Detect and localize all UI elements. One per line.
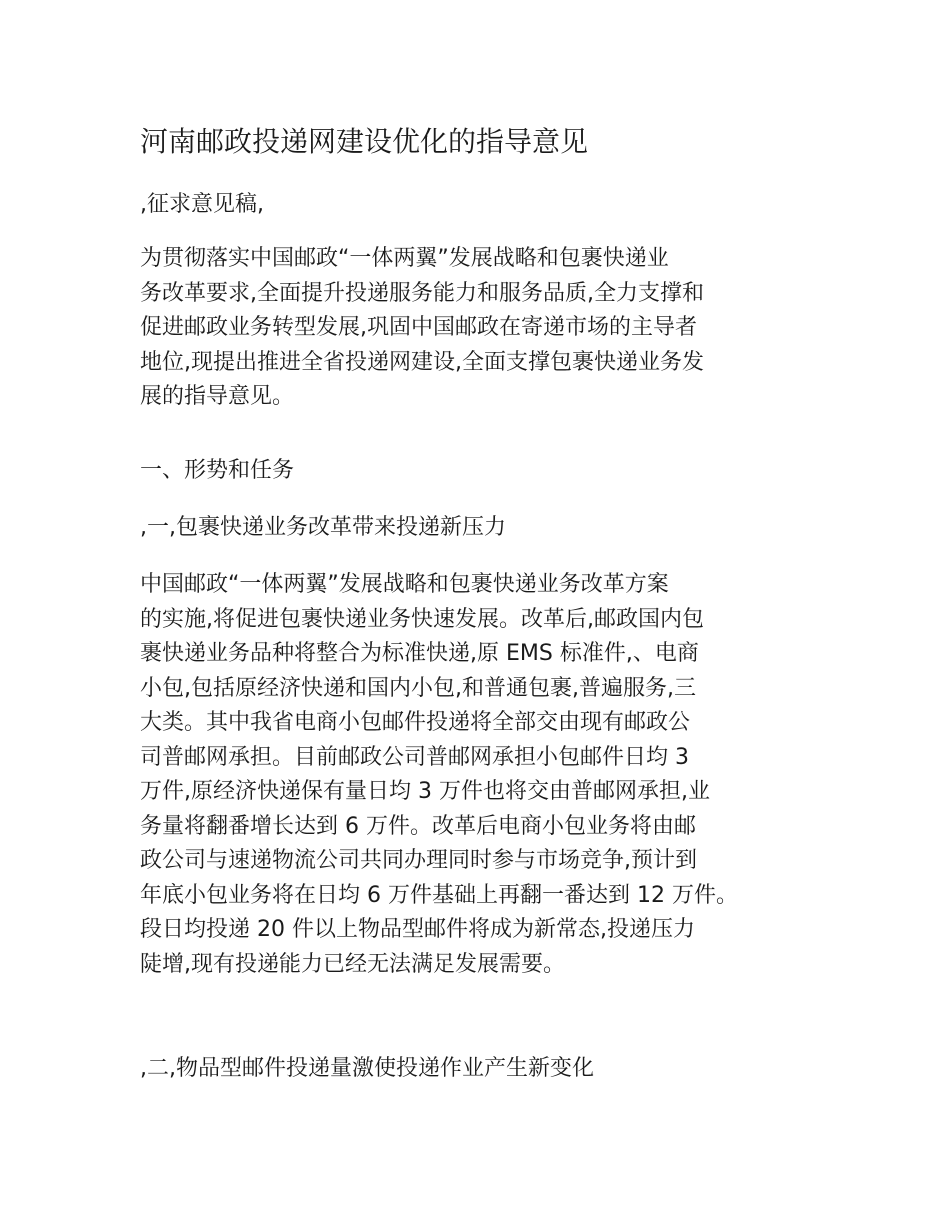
intro-paragraph bbox=[140, 242, 840, 415]
text-line: 务改革要求,全面提升投递服务能力和服务品质,全力支撑和 bbox=[140, 280, 704, 306]
subsection-heading bbox=[140, 1052, 840, 1087]
text-line: 为贯彻落实中国邮政“一体两翼”发展战略和包裹快递业 bbox=[140, 246, 669, 271]
section-heading-text: 一、形势和任务 bbox=[140, 458, 295, 483]
body-paragraph bbox=[140, 568, 840, 982]
text-line: 展的指导意见。 bbox=[140, 384, 295, 409]
subsection-heading-text: ,二,物品型邮件投递量激使投递作业产生新变化 bbox=[140, 1056, 594, 1081]
section-heading bbox=[140, 454, 840, 489]
text-line: 司普邮网承担。目前邮政公司普邮网承担小包邮件日均 3 bbox=[140, 744, 689, 770]
subsection-heading bbox=[140, 511, 840, 546]
text-line: 的实施,将促进包裹快递业务快速发展。改革后,邮政国内包 bbox=[140, 606, 704, 632]
text-line: 务量将翻番增长达到 6 万件。改革后电商小包业务将由邮 bbox=[140, 813, 696, 839]
text-line: 段日均投递 20 件以上物品型邮件将成为新常态,投递压力 bbox=[140, 917, 695, 942]
draft-note-text: ,征求意见稿, bbox=[140, 192, 264, 217]
text-line: 大类。其中我省电商小包邮件投递将全部交由现有邮政公 bbox=[140, 710, 691, 735]
document-title: 河南邮政投递网建设优化的指导意见 bbox=[140, 125, 589, 158]
text-line: 中国邮政“一体两翼”发展战略和包裹快递业务改革方案 bbox=[140, 572, 669, 597]
text-line: 裹快递业务品种将整合为标准快递,原 EMS 标准件,、电商 bbox=[140, 641, 699, 666]
text-line: 促进邮政业务转型发展,巩固中国邮政在寄递市场的主导者 bbox=[140, 315, 697, 340]
text-line: 年底小包业务将在日均 6 万件基础上再翻一番达到 12 万件。 bbox=[140, 882, 738, 908]
subsection-heading-text: ,一,包裹快递业务改革带来投递新压力 bbox=[140, 515, 506, 540]
draft-note bbox=[140, 188, 840, 223]
text-line: 地位,现提出推进全省投递网建设,全面支撑包裹快递业务发 bbox=[140, 349, 704, 375]
text-line: 小包,包括原经济快递和国内小包,和普通包裹,普遍服务,三 bbox=[140, 675, 696, 701]
text-line: 万件,原经济快递保有量日均 3 万件也将交由普邮网承担,业 bbox=[140, 779, 710, 804]
text-line: 陡增,现有投递能力已经无法满足发展需要。 bbox=[140, 951, 565, 977]
text-line: 政公司与速递物流公司共同办理同时参与市场竞争,预计到 bbox=[140, 848, 697, 873]
